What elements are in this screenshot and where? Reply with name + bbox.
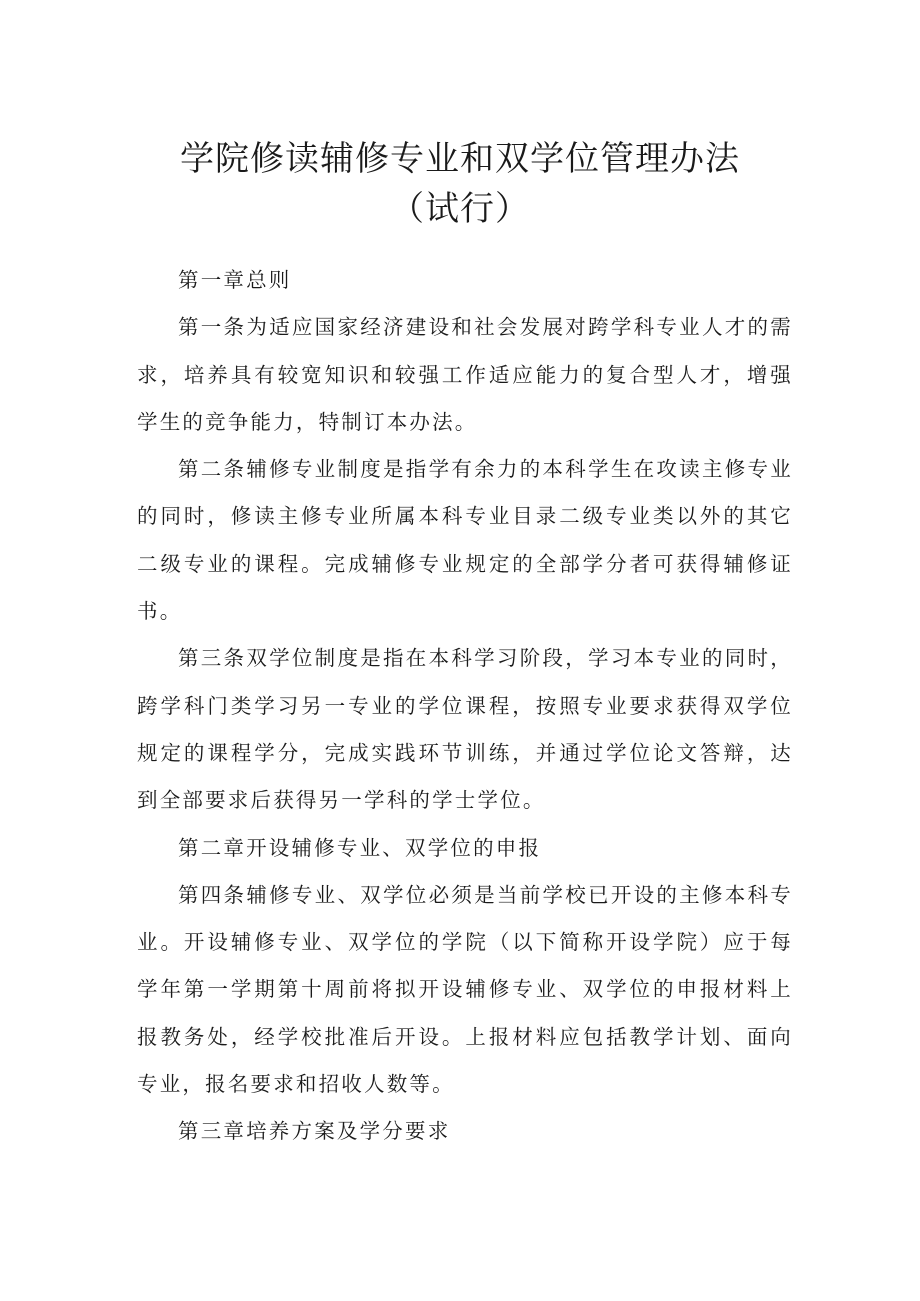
- article-1: 第一条为适应国家经济建设和社会发展对跨学科专业人才的需求，培养具有较宽知识和较强工作适应能力的复合型人才，增强学生的竞争能力，特制订本办法。: [137, 315, 793, 434]
- chapter-heading-3: 第三章培养方案及学分要求: [178, 1119, 451, 1144]
- article-3: 第三条双学位制度是指在本科学习阶段，学习本专业的同时，跨学科门类学习另一专业的学位课程，按照专业要求获得双学位规定的课程学分，完成实践环节训练，并通过学位论文答辩，达到全部要求后获得另一学科的学士学位。: [137, 646, 793, 813]
- chapter-heading-1: 第一章总则: [178, 268, 292, 292]
- article-2: 第二条辅修专业制度是指学有余力的本科学生在攻读主修专业的同时，修读主修专业所属本科专业目录二级专业类以外的其它二级专业的课程。完成辅修专业规定的全部学分者可获得辅修证书。: [137, 457, 793, 624]
- chapter-heading-2: 第二章开设辅修专业、双学位的申报: [178, 835, 542, 860]
- document-title: 学院修读辅修专业和双学位管理办法（试行）: [180, 139, 740, 229]
- document-body: [137, 257, 793, 1156]
- article-4: 第四条辅修专业、双学位必须是当前学校已开设的主修本科专业。开设辅修专业、双学位的学院（以下简称开设学院）应于每学年第一学期第十周前将拟开设辅修专业、双学位的申报材料上报教务处，经学校批准后开设。上报材料应包括教学计划、面向专业，报名要求和招收人数等。: [137, 882, 793, 1097]
